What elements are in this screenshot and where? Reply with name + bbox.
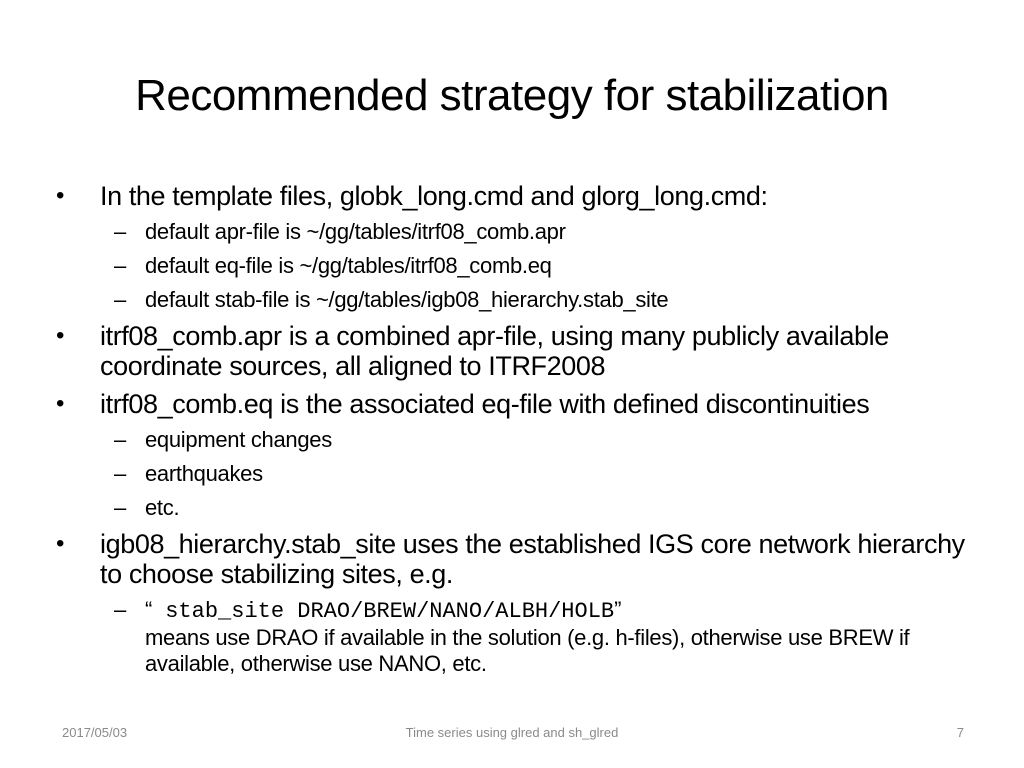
sub-bullet-item [56, 427, 986, 453]
sub-bullet-item [56, 597, 986, 677]
bullet-text: itrf08_comb.eq is the associated eq-file with defined discontinuities [100, 389, 870, 419]
sub-bullet-item [56, 253, 986, 279]
sub-bullet-text: default eq-file is ~/gg/tables/itrf08_comb.eq [145, 253, 552, 278]
bullet-marker: • [56, 390, 65, 417]
dash-marker: – [114, 597, 126, 622]
dash-marker: – [114, 219, 126, 244]
dash-marker: – [114, 495, 126, 520]
close-quote: ” [614, 597, 622, 622]
sub-bullet-text: equipment changes [145, 427, 332, 452]
bullet-item [56, 181, 986, 211]
dash-marker: – [114, 287, 126, 312]
footer-title: Time series using glred and sh_glred [405, 725, 619, 740]
sub-bullet-item [56, 287, 986, 313]
bullet-text: In the template files, globk_long.cmd and glorg_long.cmd: [100, 181, 768, 211]
sub-bullet-item [56, 495, 986, 521]
sub-bullet-item [56, 461, 986, 487]
bullet-item [56, 321, 986, 381]
bullet-marker: • [56, 322, 65, 349]
bullet-item [56, 529, 986, 589]
bullet-marker: • [56, 182, 65, 209]
bullet-marker: • [56, 530, 65, 557]
bullet-item [56, 389, 986, 419]
slide-title: Recommended strategy for stabilization [135, 71, 889, 120]
slide-content [56, 181, 986, 685]
sub-bullet-text: default apr-file is ~/gg/tables/itrf08_comb.apr [145, 219, 566, 244]
dash-marker: – [114, 253, 126, 278]
example-line [145, 597, 986, 625]
footer-date: 2017/05/03 [62, 725, 128, 740]
dash-marker: – [114, 427, 126, 452]
open-quote: “ [145, 597, 153, 622]
sub-bullet-item [56, 219, 986, 245]
sub-bullet-text: earthquakes [145, 461, 263, 486]
dash-marker: – [114, 461, 126, 486]
page-number: 7 [956, 725, 964, 740]
example-explanation: means use DRAO if available in the solution (e.g. h-files), otherwise use BREW if available, otherwise use NANO, etc. [145, 625, 910, 676]
code-example: stab_site DRAO/BREW/NANO/ALBH/HOLB [152, 599, 615, 624]
bullet-text: itrf08_comb.apr is a combined apr-file, using many publicly available coordinate sources, all aligned to ITRF2008 [100, 321, 889, 381]
sub-bullet-text: etc. [145, 495, 180, 520]
sub-bullet-text: default stab-file is ~/gg/tables/igb08_hierarchy.stab_site [145, 287, 669, 312]
bullet-text: igb08_hierarchy.stab_site uses the established IGS core network hierarchy to choose stabilizing sites, e.g. [100, 529, 965, 589]
